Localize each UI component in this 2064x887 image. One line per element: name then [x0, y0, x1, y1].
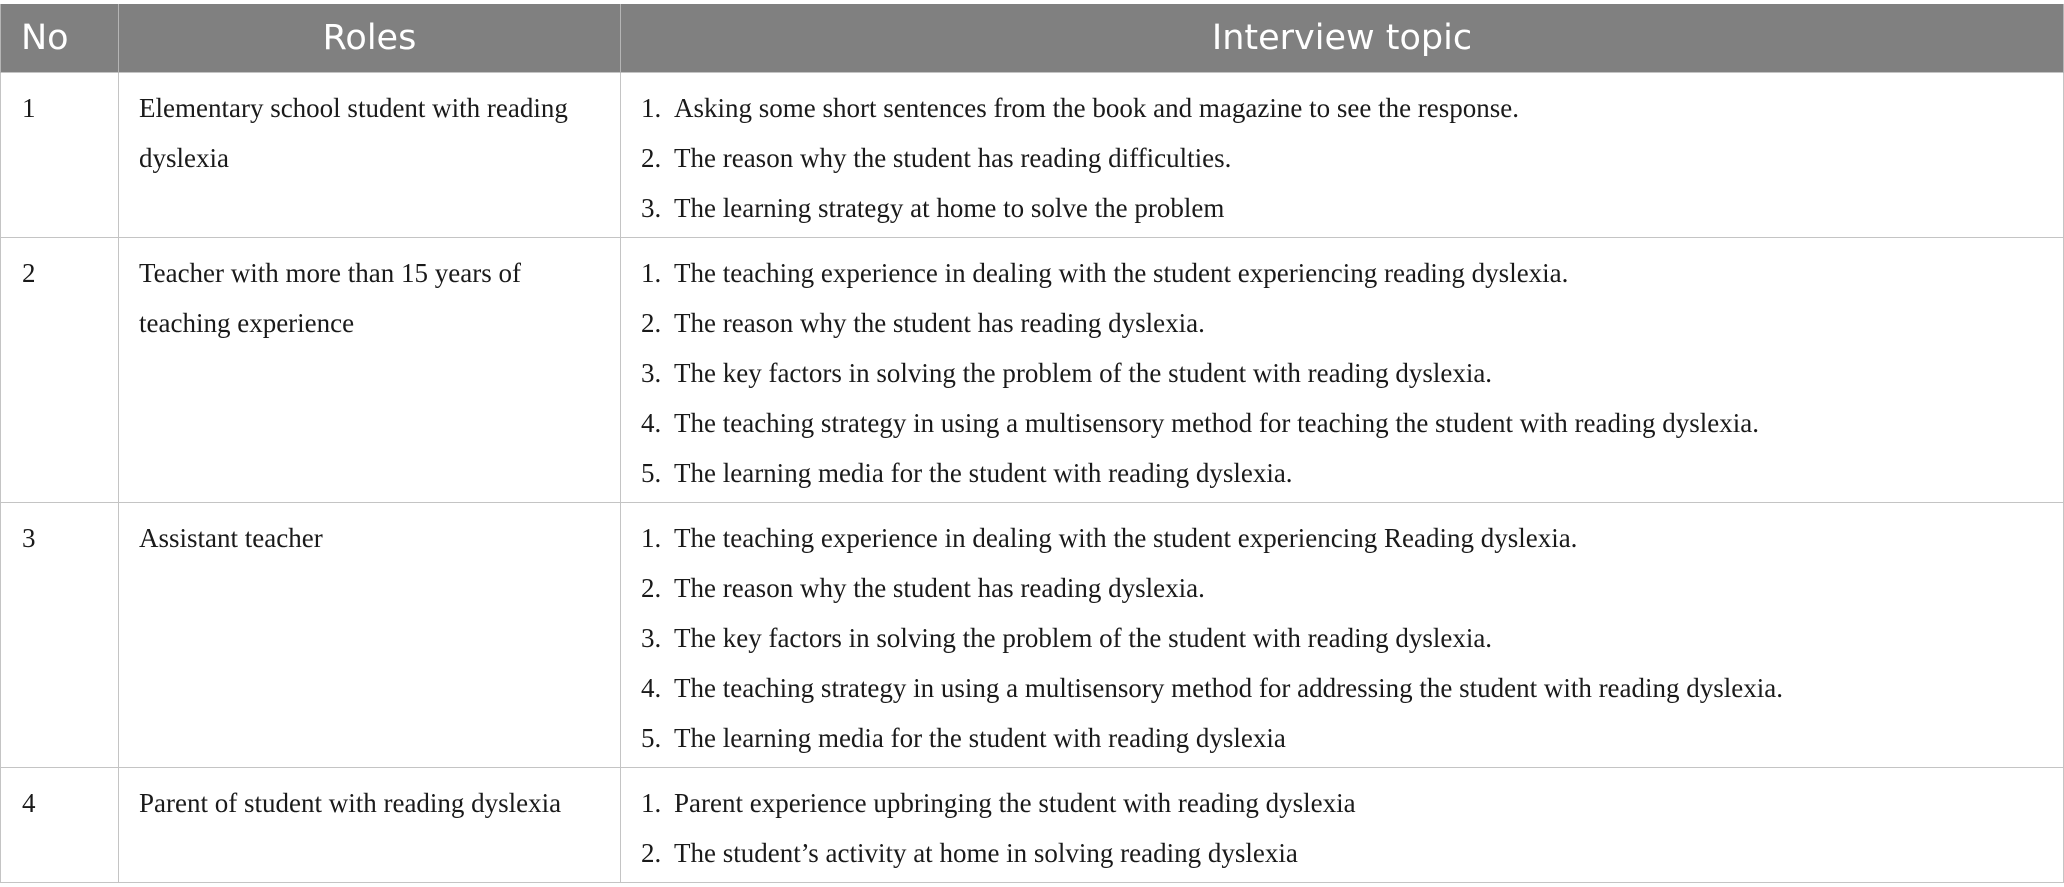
- topic-text: The reason why the student has reading dyslexia.: [674, 308, 1205, 338]
- row-topics: [621, 73, 2064, 238]
- topic-text: The teaching experience in dealing with the student experiencing reading dyslexia.: [674, 258, 1569, 288]
- topic-text: Asking some short sentences from the book and magazine to see the response.: [674, 93, 1520, 123]
- list-item: [641, 448, 2053, 498]
- row-role: Elementary school student with reading dyslexia: [119, 73, 621, 238]
- list-item: [641, 83, 2053, 133]
- topic-number: 4.: [641, 673, 662, 703]
- row-number: 2: [1, 238, 119, 503]
- topic-text: The key factors in solving the problem of the student with reading dyslexia.: [674, 623, 1493, 653]
- topic-text: The learning strategy at home to solve the problem: [674, 193, 1225, 223]
- list-item: [641, 348, 2053, 398]
- topic-number: 2.: [641, 838, 662, 868]
- topic-number: 4.: [641, 408, 662, 438]
- table-row: [1, 503, 2064, 768]
- row-number: 3: [1, 503, 119, 768]
- table-body: [1, 73, 2064, 883]
- row-number: 1: [1, 73, 119, 238]
- table-row: [1, 768, 2064, 883]
- topic-text: The key factors in solving the problem of the student with reading dyslexia.: [674, 358, 1493, 388]
- topic-number: 3.: [641, 358, 662, 388]
- list-item: [641, 828, 2053, 878]
- topic-list: [641, 83, 2053, 233]
- row-role: Assistant teacher: [119, 503, 621, 768]
- topic-text: Parent experience upbringing the student with reading dyslexia: [674, 788, 1356, 818]
- header-roles: Roles: [119, 4, 621, 73]
- row-role: Teacher with more than 15 years of teaching experience: [119, 238, 621, 503]
- topic-number: 2.: [641, 573, 662, 603]
- topic-text: The student’s activity at home in solving reading dyslexia: [674, 838, 1298, 868]
- topic-number: 1.: [641, 523, 662, 553]
- row-topics: [621, 238, 2064, 503]
- topic-text: The learning media for the student with reading dyslexia: [674, 723, 1286, 753]
- topic-number: 1.: [641, 788, 662, 818]
- list-item: [641, 778, 2053, 828]
- list-item: [641, 713, 2053, 763]
- topic-number: 2.: [641, 143, 662, 173]
- topic-text: The teaching strategy in using a multisensory method for teaching the student with reading dyslexia.: [674, 408, 1759, 438]
- table-row: [1, 238, 2064, 503]
- row-role: Parent of student with reading dyslexia: [119, 768, 621, 883]
- topic-number: 3.: [641, 193, 662, 223]
- header-interview-topic: Interview topic: [621, 4, 2064, 73]
- topic-text: The learning media for the student with reading dyslexia.: [674, 458, 1293, 488]
- list-item: [641, 133, 2053, 183]
- list-item: [641, 613, 2053, 663]
- topic-text: The reason why the student has reading difficulties.: [674, 143, 1232, 173]
- topic-text: The teaching strategy in using a multisensory method for addressing the student with reading dyslexia.: [674, 673, 1784, 703]
- header-row: [1, 4, 2064, 73]
- list-item: [641, 248, 2053, 298]
- list-item: [641, 513, 2053, 563]
- topic-number: 2.: [641, 308, 662, 338]
- topic-text: The reason why the student has reading dyslexia.: [674, 573, 1205, 603]
- list-item: [641, 663, 2053, 713]
- topic-list: [641, 513, 2053, 763]
- topic-text: The teaching experience in dealing with the student experiencing Reading dyslexia.: [674, 523, 1578, 553]
- row-topics: [621, 503, 2064, 768]
- topic-list: [641, 778, 2053, 878]
- table-row: [1, 73, 2064, 238]
- list-item: [641, 298, 2053, 348]
- header-no: No: [1, 4, 119, 73]
- list-item: [641, 563, 2053, 613]
- topic-number: 1.: [641, 93, 662, 123]
- row-topics: [621, 768, 2064, 883]
- list-item: [641, 183, 2053, 233]
- interview-topics-table: [0, 4, 2064, 883]
- topic-number: 5.: [641, 723, 662, 753]
- topic-number: 5.: [641, 458, 662, 488]
- row-number: 4: [1, 768, 119, 883]
- topic-list: [641, 248, 2053, 498]
- topic-number: 1.: [641, 258, 662, 288]
- topic-number: 3.: [641, 623, 662, 653]
- list-item: [641, 398, 2053, 448]
